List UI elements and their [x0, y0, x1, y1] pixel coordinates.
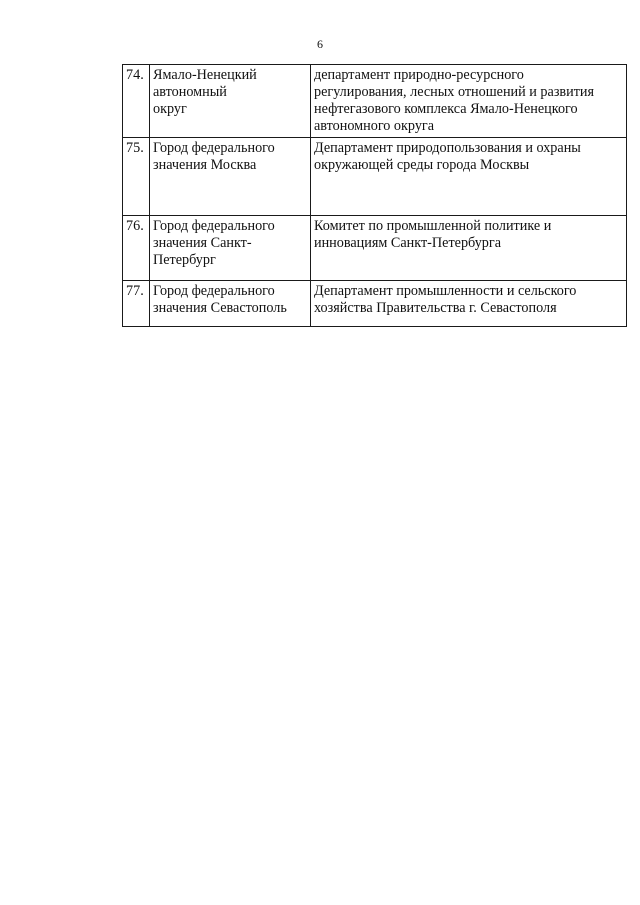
- authority-name: департамент природно-ресурсного регулирования, лесных отношений и развития нефтегазового комплекса Ямало-Ненецкого автономного округа: [311, 65, 627, 138]
- authority-name: Департамент промышленности и сельского хозяйства Правительства г. Севастополя: [311, 281, 627, 327]
- row-number: 77.: [123, 281, 150, 327]
- row-number: 76.: [123, 216, 150, 281]
- authority-name: Комитет по промышленной политике и инновациям Санкт-Петербурга: [311, 216, 627, 281]
- table-row: [123, 65, 627, 138]
- region-name: Город федерального значения Москва: [150, 138, 311, 216]
- region-name: Город федерального значения Санкт- Петербург: [150, 216, 311, 281]
- regions-table: [122, 64, 627, 327]
- authority-name: Департамент природопользования и охраны окружающей среды города Москвы: [311, 138, 627, 216]
- table-row: [123, 281, 627, 327]
- table-row: [123, 138, 627, 216]
- page-number: 6: [317, 37, 323, 51]
- region-name: Ямало-Ненецкий автономный округ: [150, 65, 311, 138]
- region-name: Город федерального значения Севастополь: [150, 281, 311, 327]
- table-row: [123, 216, 627, 281]
- row-number: 75.: [123, 138, 150, 216]
- row-number: 74.: [123, 65, 150, 138]
